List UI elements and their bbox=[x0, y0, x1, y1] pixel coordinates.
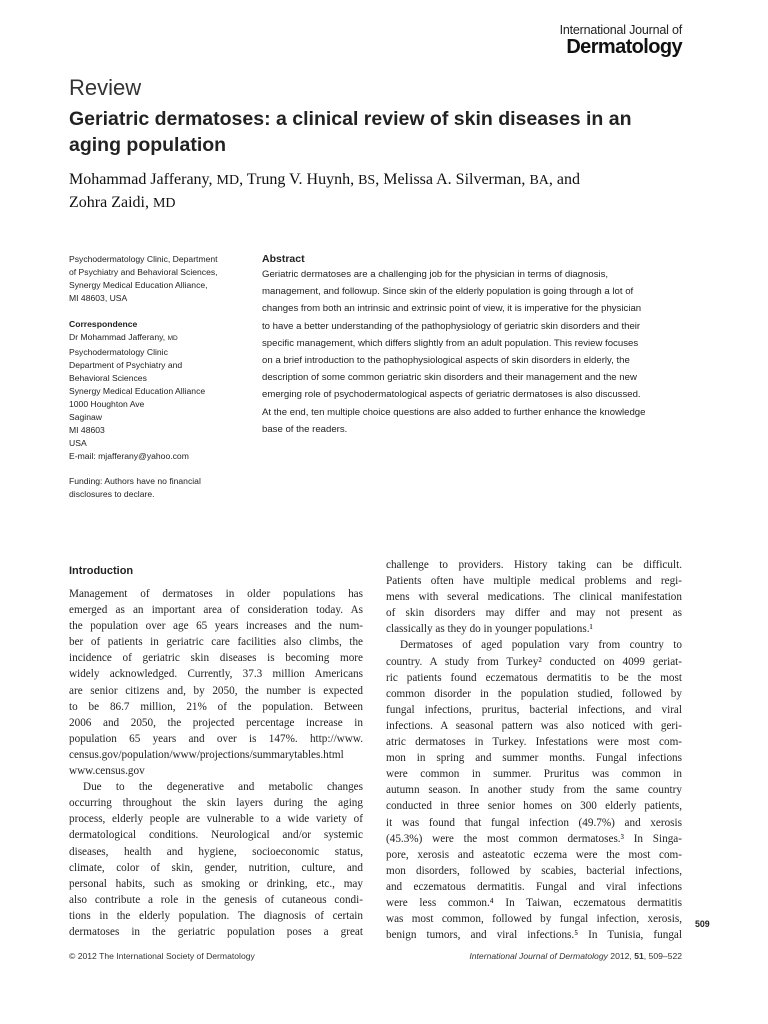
correspondence-heading: Correspondence bbox=[69, 319, 138, 329]
journal-logo bbox=[560, 24, 682, 57]
body-line: autumn season. In another study from the same country bbox=[386, 784, 682, 797]
body-column-right bbox=[386, 557, 682, 943]
body-line: and eczematous dermatitis. Fungal and viral infections bbox=[386, 880, 682, 893]
body-line: challenge to providers. History taking can be difficult. bbox=[386, 559, 682, 571]
funding-block bbox=[69, 475, 249, 501]
journal-logo-line2: Dermatology bbox=[566, 36, 682, 58]
correspondence-line: USA bbox=[69, 437, 87, 448]
body-line: ric patients found eczematous dermatitis to be the most bbox=[386, 671, 682, 684]
affiliation-line: Psychodermatology Clinic, Department bbox=[69, 254, 218, 264]
body-line: emerged as an important area of consideration today. As bbox=[69, 604, 363, 617]
census-link[interactable]: www.census.gov bbox=[69, 765, 145, 778]
body-line: pore, xerosis and asteatotic eczema were the most com- bbox=[386, 848, 682, 861]
body-line: fungal infections, pruritus, bacterial infections, and viral bbox=[386, 703, 682, 716]
page-number: 509 bbox=[695, 919, 710, 929]
body-line: classically as they do in younger populations.¹ bbox=[386, 623, 593, 636]
body-line: personal habits, such as smoking or drinking, etc., may bbox=[69, 877, 363, 890]
body-column-left bbox=[69, 586, 363, 940]
section-label: Review bbox=[69, 75, 142, 100]
abstract-line: At the end, ten multiple choice questions are also added to further enhance the knowledge bbox=[262, 406, 646, 418]
author-name: Zohra Zaidi, bbox=[69, 194, 153, 211]
abstract-line: on a brief introduction to the pathophysiological aspects of skin disorders in elderly, the bbox=[262, 355, 630, 367]
author-name: , Melissa A. Silverman, bbox=[375, 171, 530, 188]
body-line: atric dermatoses in Turkey. Infestations were most com- bbox=[386, 736, 682, 749]
body-line: the population over age 65 years increases and the num- bbox=[69, 620, 363, 633]
author-name: , and bbox=[548, 171, 580, 188]
journal-logo-line1: International Journal of bbox=[559, 23, 682, 37]
citation-volume: 51 bbox=[634, 951, 644, 961]
correspondence-degree: MD bbox=[167, 334, 178, 342]
body-line: occurring throughout the skin layers during the aging bbox=[69, 797, 363, 810]
body-line: climate, color of skin, gender, nutrition, culture, and bbox=[69, 861, 363, 874]
body-line: mon in spring and summer months. Fungal infections bbox=[386, 752, 682, 765]
funding-line: disclosures to declare. bbox=[69, 488, 155, 499]
body-line: common disorder in the population studied, followed by bbox=[386, 687, 682, 700]
body-line: dermatological conditions. Neurological and/or systemic bbox=[69, 829, 363, 842]
correspondence-line: MI 48603 bbox=[69, 424, 105, 435]
body-line: 2006 and 2050, the projected percentage increase in bbox=[69, 716, 363, 729]
author-degree: MD bbox=[216, 173, 240, 188]
author-list bbox=[69, 169, 669, 215]
body-line: it was found that fungal infection (49.7%) and xerosis bbox=[386, 816, 682, 829]
copyright-footer: © 2012 The International Society of Dermatology bbox=[69, 951, 255, 961]
body-line: dermatoses in the geriatric population poses a great bbox=[69, 925, 363, 938]
funding-line: Funding: Authors have no financial bbox=[69, 476, 201, 486]
body-line: tions in the elderly population. The diagnosis of certain bbox=[69, 909, 363, 922]
author-degree: BS bbox=[358, 173, 376, 188]
body-line: diseases, health and hygiene, socioeconomic status, bbox=[69, 845, 363, 858]
correspondence-line: 1000 Houghton Ave bbox=[69, 398, 145, 409]
body-line: widely acknowledged. Currently, 37.3 million Americans bbox=[69, 668, 363, 681]
body-line: to be 86.7 million, 21% of the population. Between bbox=[69, 700, 363, 713]
body-line: process, elderly people are vulnerable to a wide variety of bbox=[69, 813, 363, 826]
body-line: mens with several medications. The clinical manifestation bbox=[386, 591, 682, 604]
abstract-line: specific management, which differs slightly from an adult population. This review focuses bbox=[262, 337, 639, 349]
correspondence-line: Department of Psychiatry and bbox=[69, 359, 183, 370]
body-line: incidence of geriatric skin diseases is becoming more bbox=[69, 652, 363, 665]
correspondence-name: Dr Mohammad Jafferany, bbox=[69, 331, 166, 342]
correspondence-line: Behavioral Sciences bbox=[69, 372, 147, 383]
abstract-line: management, and followup. Since skin of the elderly population is going through a lot of bbox=[262, 286, 634, 298]
correspondence-name-line bbox=[69, 331, 249, 346]
introduction-heading: Introduction bbox=[69, 565, 134, 577]
citation-pages: , 509–522 bbox=[643, 951, 682, 961]
body-line: also contribute a role in the genesis of cutaneous condi- bbox=[69, 893, 363, 906]
body-line: (45.3%) were the most common dermatoses.³ In Singa- bbox=[386, 832, 682, 845]
abstract-heading: Abstract bbox=[262, 253, 305, 265]
citation-journal: International Journal of Dermatology bbox=[469, 951, 608, 961]
body-line: were less common.⁴ In Taiwan, eczematous dermatitis bbox=[386, 896, 682, 909]
author-name: , Trung V. Huynh, bbox=[239, 171, 359, 188]
affiliation-line: MI 48603, USA bbox=[69, 292, 128, 303]
correspondence-line: Synergy Medical Education Alliance bbox=[69, 385, 206, 396]
body-line: Dermatoses of aged population vary from country to bbox=[400, 639, 682, 652]
body-line: conducted in three senior homes on 300 elderly patients, bbox=[386, 800, 682, 813]
article-title: Geriatric dermatoses: a clinical review of skin diseases in an aging population bbox=[69, 108, 632, 156]
body-line: benign tumors, and viral infections.⁵ In Tunisia, fungal bbox=[386, 929, 682, 942]
abstract-body bbox=[262, 266, 682, 438]
correspondence-line: Psychodermatology Clinic bbox=[69, 346, 168, 357]
body-line: of skin disorders may differ and may not present as bbox=[386, 607, 682, 620]
author-name: Mohammad Jafferany, bbox=[69, 171, 217, 188]
body-line: mon disorders, followed by scabies, bacterial infections, bbox=[386, 864, 682, 877]
citation-footer bbox=[469, 951, 682, 961]
abstract-line: to have a better understanding of the pathophysiology of geriatric skin disorders and their bbox=[262, 320, 641, 332]
abstract-line: Geriatric dermatoses are a challenging job for the physician in terms of diagnosis, bbox=[262, 269, 609, 280]
body-line: are senior citizens and, by 2050, the number is expected bbox=[69, 684, 363, 697]
body-line: population 65 years and over is 147%. http://www. bbox=[69, 732, 363, 745]
body-line: Due to the degenerative and metabolic changes bbox=[83, 781, 363, 794]
abstract-line: base of the readers. bbox=[262, 423, 348, 435]
body-line: Patients often have multiple medical problems and regi- bbox=[386, 575, 682, 588]
body-line: were common in summer. Pruritus was common in bbox=[386, 768, 682, 781]
abstract-line: description of some common geriatric skin disorders and their management and the new bbox=[262, 372, 637, 384]
correspondence-line: Saginaw bbox=[69, 411, 102, 422]
author-degree: BA bbox=[529, 173, 549, 188]
citation-year: 2012, bbox=[607, 951, 635, 961]
abstract-line: changes from both an intrinsic and extrinsic point of view, it is imperative for the physician bbox=[262, 303, 642, 315]
abstract-block bbox=[262, 253, 682, 438]
abstract-line: emerging role of psychodermatological aspects of geriatric dermatoses is also discussed. bbox=[262, 389, 641, 401]
census-link[interactable]: census.gov/population/www/projections/summarytables.html bbox=[69, 748, 344, 761]
affiliation-block bbox=[69, 253, 249, 305]
correspondence-block bbox=[69, 318, 249, 462]
body-line: was most common, followed by fungal infection, xerosis, bbox=[386, 913, 682, 926]
body-line: country. A study from Turkey² conducted on 4099 geriat- bbox=[386, 655, 682, 668]
correspondence-email-link[interactable]: E-mail: mjafferany@yahoo.com bbox=[69, 450, 189, 461]
body-line: Management of dermatoses in older populations has bbox=[69, 588, 363, 600]
body-line: ber of patients in geriatric care facilities also climbs, the bbox=[69, 636, 363, 649]
affiliation-line: Synergy Medical Education Alliance, bbox=[69, 279, 208, 290]
affiliation-line: of Psychiatry and Behavioral Sciences, bbox=[69, 266, 218, 277]
body-line: infections. A seasonal pattern was also noticed with geri- bbox=[386, 719, 682, 732]
author-degree: MD bbox=[152, 196, 176, 211]
